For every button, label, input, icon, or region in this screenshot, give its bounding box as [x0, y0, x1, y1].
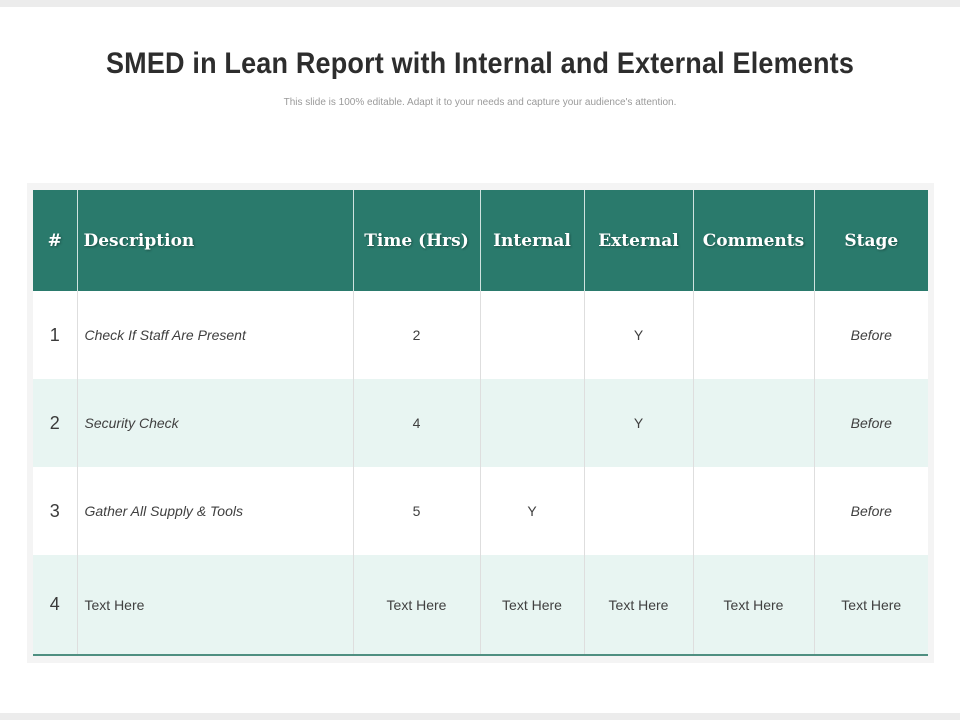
table-header-row	[33, 190, 928, 291]
row-external: Y	[584, 291, 693, 379]
row-comments: Text Here	[693, 555, 814, 655]
row-internal: Y	[480, 467, 584, 555]
row-time: Text Here	[353, 555, 480, 655]
row-external: Text Here	[584, 555, 693, 655]
header-description: Description	[77, 190, 353, 291]
table-row	[33, 291, 928, 379]
row-comments	[693, 291, 814, 379]
row-comments	[693, 379, 814, 467]
header-stage: Stage	[814, 190, 928, 291]
row-number: 1	[33, 291, 77, 379]
row-number: 4	[33, 555, 77, 655]
row-number: 3	[33, 467, 77, 555]
slide-title: SMED in Lean Report with Internal and External Elements	[105, 47, 855, 80]
row-description: Gather All Supply & Tools	[77, 467, 353, 555]
row-stage: Before	[814, 467, 928, 555]
header-comments: Comments	[693, 190, 814, 291]
row-internal: Text Here	[480, 555, 584, 655]
row-external	[584, 467, 693, 555]
row-internal	[480, 379, 584, 467]
smed-table	[33, 190, 928, 656]
row-stage: Text Here	[814, 555, 928, 655]
row-time: 2	[353, 291, 480, 379]
header-internal: Internal	[480, 190, 584, 291]
table-row	[33, 555, 928, 655]
row-description: Check If Staff Are Present	[77, 291, 353, 379]
row-stage: Before	[814, 291, 928, 379]
row-internal	[480, 291, 584, 379]
row-time: 5	[353, 467, 480, 555]
row-description: Text Here	[77, 555, 353, 655]
row-stage: Before	[814, 379, 928, 467]
table-row	[33, 379, 928, 467]
row-external: Y	[584, 379, 693, 467]
row-time: 4	[353, 379, 480, 467]
row-description: Security Check	[77, 379, 353, 467]
table-row	[33, 467, 928, 555]
header-number: #	[33, 190, 77, 291]
row-comments	[693, 467, 814, 555]
slide-subtitle: This slide is 100% editable. Adapt it to your needs and capture your audience's attention.	[283, 97, 677, 108]
row-number: 2	[33, 379, 77, 467]
header-external: External	[584, 190, 693, 291]
header-time: Time (Hrs)	[353, 190, 480, 291]
